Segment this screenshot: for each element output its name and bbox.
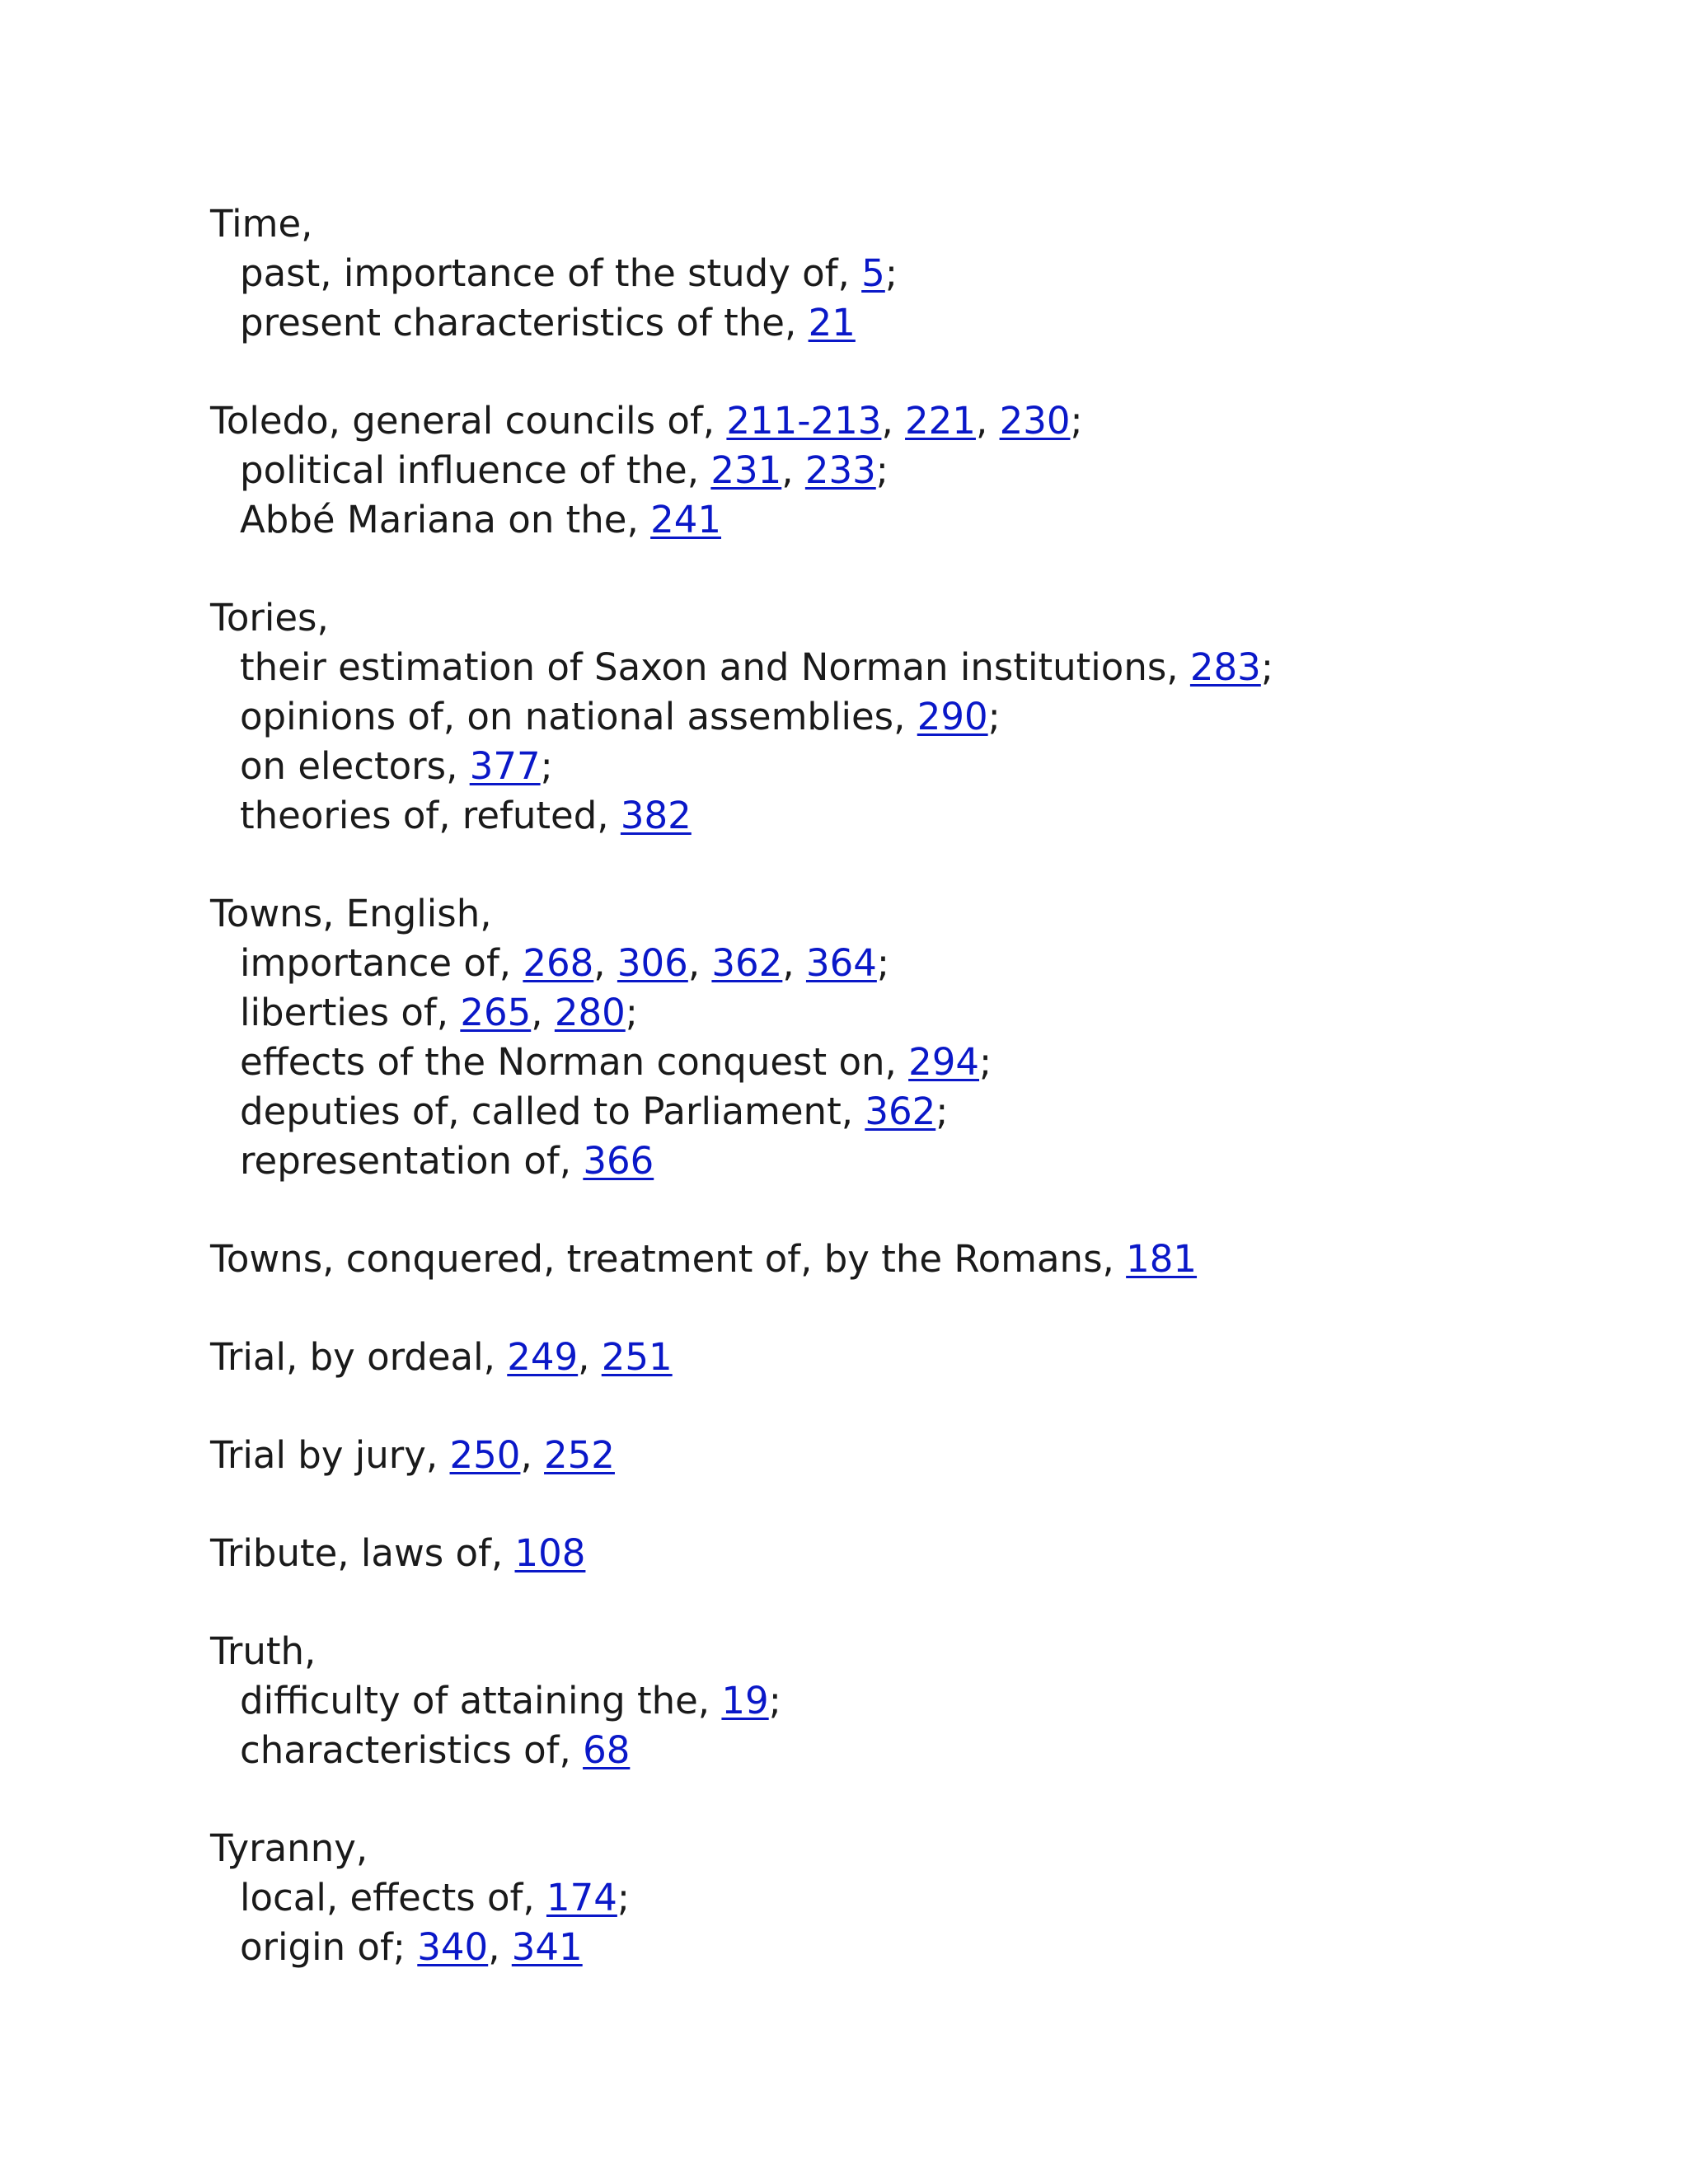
ref-separator: ,: [520, 1433, 545, 1477]
index-heading: [210, 1431, 1611, 1480]
page-reference-link[interactable]: 181: [1126, 1237, 1198, 1281]
trailing-punctuation: ;: [875, 448, 889, 492]
subentry-text: origin of;: [240, 1925, 418, 1969]
index-subentry: [210, 1676, 1611, 1726]
ref-separator: ,: [593, 941, 617, 985]
page-reference-link[interactable]: 174: [546, 1876, 617, 1919]
subentry-text: local, effects of,: [240, 1876, 546, 1919]
index-heading: [210, 1824, 1611, 1873]
heading-text: Trial, by ordeal,: [210, 1335, 508, 1379]
subentry-text: past, importance of the study of,: [240, 251, 862, 295]
trailing-punctuation: ;: [979, 1040, 992, 1084]
index-subentry: [210, 988, 1611, 1038]
trailing-punctuation: ;: [987, 695, 1001, 738]
page-reference-link[interactable]: 382: [620, 794, 692, 837]
index-subentry: [210, 1873, 1611, 1923]
page-reference-link[interactable]: 233: [804, 448, 876, 492]
trailing-punctuation: ;: [1260, 645, 1273, 689]
trailing-punctuation: ;: [876, 941, 890, 985]
page-reference-link[interactable]: 68: [583, 1728, 631, 1772]
index-subentry: [210, 643, 1611, 692]
ref-separator: ,: [687, 941, 712, 985]
index-heading: [210, 1333, 1611, 1382]
index-entry: [210, 1529, 1611, 1578]
subentry-text: difficulty of attaining the,: [240, 1679, 722, 1722]
index-heading: [210, 889, 1611, 939]
heading-text: Towns, English,: [210, 892, 492, 935]
index-entry: [210, 1824, 1611, 1972]
index-entry: [210, 1235, 1611, 1284]
subentry-text: political influence of the,: [240, 448, 711, 492]
page-reference-link[interactable]: 341: [511, 1925, 583, 1969]
index-entry: [210, 199, 1611, 348]
heading-text: Tyranny,: [210, 1826, 368, 1870]
index-entry: [210, 1627, 1611, 1775]
trailing-punctuation: ;: [935, 1090, 949, 1133]
index-subentry: [210, 495, 1611, 545]
ref-separator: ,: [782, 941, 806, 985]
ref-separator: ,: [975, 399, 1000, 443]
page-reference-link[interactable]: 268: [523, 941, 594, 985]
subentry-text: liberties of,: [240, 991, 461, 1034]
index-subentry: [210, 939, 1611, 988]
index-heading: [210, 396, 1611, 446]
subentry-text: Abbé Mariana on the,: [240, 498, 651, 541]
index-subentry: [210, 692, 1611, 742]
subentry-text: effects of the Norman conquest on,: [240, 1040, 909, 1084]
page-reference-link[interactable]: 19: [721, 1679, 769, 1722]
page-reference-link[interactable]: 249: [507, 1335, 579, 1379]
index-heading: [210, 593, 1611, 643]
page-reference-link[interactable]: 221: [905, 399, 976, 443]
heading-text: Tories,: [210, 596, 329, 640]
heading-text: Time,: [210, 202, 313, 246]
page-reference-link[interactable]: 108: [514, 1531, 586, 1575]
heading-text: Truth,: [210, 1629, 316, 1673]
page-reference-link[interactable]: 362: [711, 941, 783, 985]
index-entry: [210, 593, 1611, 841]
subentry-text: on electors,: [240, 744, 470, 788]
ref-separator: ,: [781, 448, 805, 492]
heading-text: Tribute, laws of,: [210, 1531, 515, 1575]
index-subentry: [210, 446, 1611, 495]
index-heading: [210, 1529, 1611, 1578]
page-reference-link[interactable]: 251: [601, 1335, 673, 1379]
page-reference-link[interactable]: 306: [617, 941, 688, 985]
index-heading: [210, 1235, 1611, 1284]
trailing-punctuation: ;: [768, 1679, 781, 1722]
page-reference-link[interactable]: 241: [650, 498, 722, 541]
subentry-text: theories of, refuted,: [240, 794, 621, 837]
ref-separator: ,: [531, 991, 555, 1034]
page-reference-link[interactable]: 280: [554, 991, 626, 1034]
page-reference-link[interactable]: 250: [449, 1433, 521, 1477]
index-entry: [210, 1333, 1611, 1382]
heading-text: Trial by jury,: [210, 1433, 450, 1477]
page-reference-link[interactable]: 290: [917, 695, 988, 738]
page-reference-link[interactable]: 364: [805, 941, 877, 985]
index-subentry: [210, 1087, 1611, 1137]
index-subentry: [210, 298, 1611, 348]
index-heading: [210, 1627, 1611, 1676]
index-subentry: [210, 1726, 1611, 1775]
subentry-text: importance of,: [240, 941, 523, 985]
heading-text: Toledo, general councils of,: [210, 399, 727, 443]
ref-separator: ,: [881, 399, 906, 443]
ref-separator: ,: [578, 1335, 602, 1379]
page-reference-link[interactable]: 366: [583, 1139, 654, 1183]
page-reference-link[interactable]: 211-213: [726, 399, 882, 443]
subentry-text: their estimation of Saxon and Norman institutions,: [240, 645, 1190, 689]
index-subentry: [210, 1137, 1611, 1186]
page-reference-link[interactable]: 21: [808, 301, 856, 344]
index-subentry: [210, 249, 1611, 298]
page-reference-link[interactable]: 265: [460, 991, 532, 1034]
index-entry: [210, 1431, 1611, 1480]
page-reference-link[interactable]: 252: [544, 1433, 615, 1477]
index-subentry: [210, 1923, 1611, 1972]
subentry-text: present characteristics of the,: [240, 301, 809, 344]
page-reference-link[interactable]: 362: [865, 1090, 936, 1133]
trailing-punctuation: ;: [540, 744, 553, 788]
trailing-punctuation: ;: [625, 991, 638, 1034]
subentry-text: representation of,: [240, 1139, 584, 1183]
index-heading: [210, 199, 1611, 249]
index-subentry: [210, 742, 1611, 791]
trailing-punctuation: ;: [884, 251, 898, 295]
index-entry: [210, 889, 1611, 1186]
index-subentry: [210, 791, 1611, 841]
index-entries: [210, 199, 1611, 1972]
trailing-punctuation: ;: [1070, 399, 1083, 443]
trailing-punctuation: ;: [617, 1876, 631, 1919]
page-reference-link[interactable]: 340: [417, 1925, 489, 1969]
subentry-text: deputies of, called to Parliament,: [240, 1090, 865, 1133]
page-reference-link[interactable]: 377: [469, 744, 541, 788]
page-reference-link[interactable]: 294: [908, 1040, 980, 1084]
page-reference-link[interactable]: 5: [861, 251, 885, 295]
page-reference-link[interactable]: 283: [1189, 645, 1261, 689]
page-reference-link[interactable]: 230: [999, 399, 1071, 443]
subentry-text: characteristics of,: [240, 1728, 584, 1772]
page-reference-link[interactable]: 231: [710, 448, 782, 492]
index-page: [210, 199, 1611, 2021]
heading-text: Towns, conquered, treatment of, by the Romans,: [210, 1237, 1127, 1281]
index-entry: [210, 396, 1611, 545]
ref-separator: ,: [488, 1925, 512, 1969]
subentry-text: opinions of, on national assemblies,: [240, 695, 917, 738]
index-subentry: [210, 1038, 1611, 1087]
